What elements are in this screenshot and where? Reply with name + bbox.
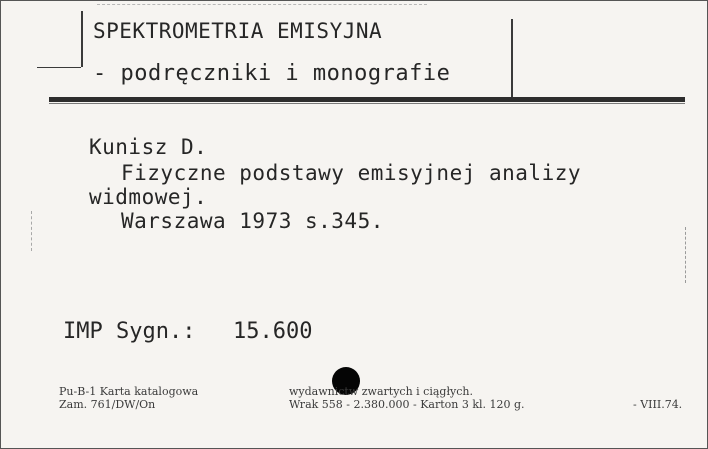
footer-card-type-text: Karta katalogowa [99,385,199,398]
footer-order: Zam. 761/DW/On [59,398,156,411]
entry-title-line1: Fizyczne podstawy emisyjnej analizy [121,161,582,185]
header-left-stub [37,67,81,68]
entry-imprint: Warszawa 1973 s.345. [121,209,384,233]
left-edge-mark [31,211,33,251]
heading-divider-thin [49,103,685,104]
footer-date: - VIII.74. [633,398,683,411]
subject-heading: SPEKTROMETRIA EMISYJNA [93,19,383,43]
footer-form-code: Pu-B-1 [59,385,97,398]
right-edge-mark [685,227,687,283]
entry-title-line2: widmowej. [89,185,208,209]
footer-print-info: Wrak 558 - 2.380.000 - Karton 3 kl. 120 g. [289,398,525,411]
header-right-rule [511,19,513,97]
signature-value: 15.600 [233,319,313,344]
top-edge-mark [97,4,427,5]
footer-card-type [59,385,198,398]
heading-divider [49,97,685,102]
subject-subheading: - podręczniki i monografie [93,61,451,86]
signature-label: IMP Sygn.: [63,319,196,344]
header-left-rule [81,11,83,67]
entry-author: Kunisz D. [89,135,208,159]
footer-description: wydawnictw zwartych i ciągłych. [289,385,473,398]
